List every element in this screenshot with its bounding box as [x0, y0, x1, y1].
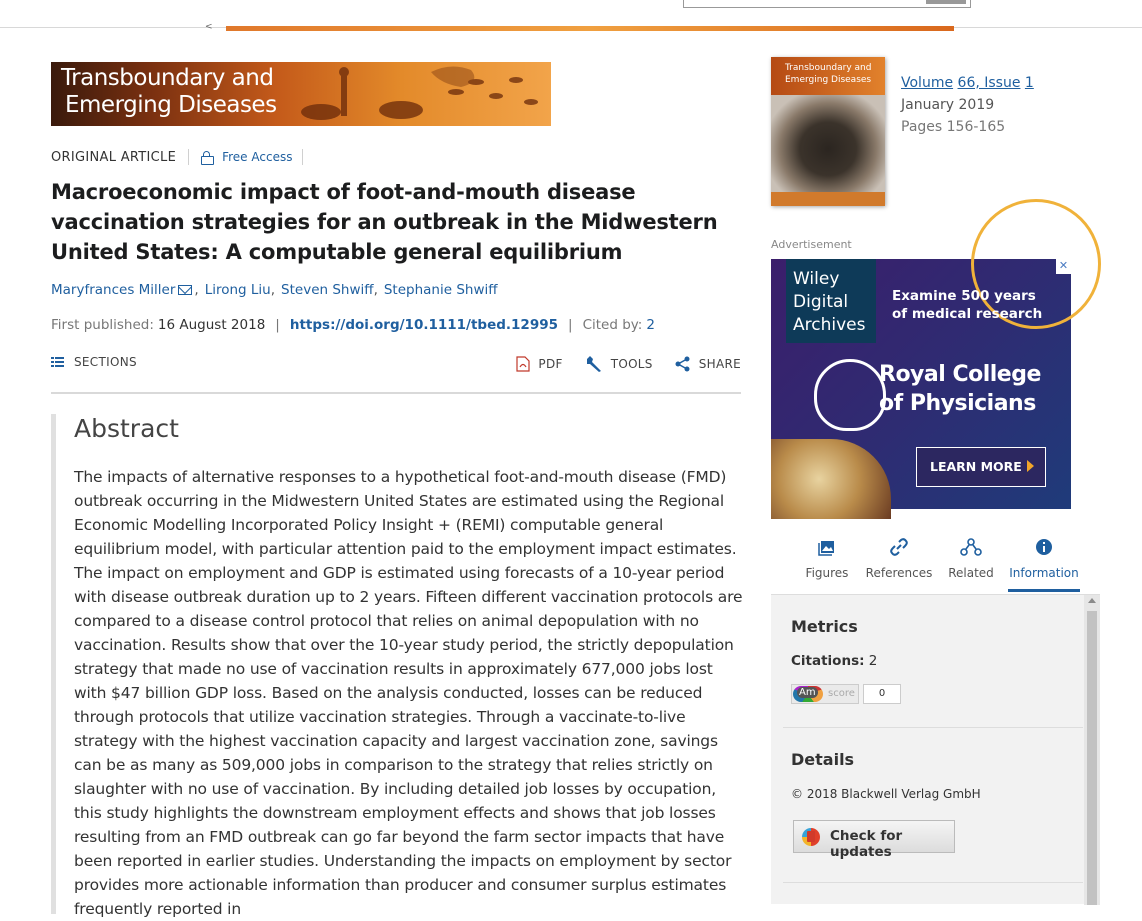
meta-separator [188, 149, 189, 165]
tab-label: Related [948, 566, 994, 580]
cited-by-count[interactable]: 2 [646, 317, 655, 333]
journal-banner[interactable] [51, 62, 551, 126]
article-toolbar [51, 353, 741, 375]
first-published-label: First published: [51, 317, 154, 333]
article-title: Macroeconomic impact of foot‐and‐mouth disease vaccination strategies for an outbreak in the Midwestern United States: A computable general equilibrium [51, 180, 718, 264]
tab-label: Figures [805, 566, 849, 580]
ad-wiley-line: Digital [793, 292, 849, 312]
scrollbar-thumb[interactable] [1087, 611, 1097, 905]
tab-references[interactable] [864, 532, 934, 592]
share-button[interactable] [675, 356, 741, 372]
panel-divider [783, 882, 1083, 883]
banner-animals-illustration [281, 62, 551, 126]
altmetric-score-label: score [828, 688, 855, 699]
abstract-text: The impacts of alternative responses to a hypothetical foot‐and‐mouth disease (FMD) outbreak occurring in the Midwestern United States are estimated using the Regional Economic Modelling Incorporated Policy Insight + (REMI) computable general equilibrium model, with particular attention paid to the employment impact estimates. The impact on employment and GDP is estimated using forecasts of a 10‐year period with disease outbreak duration up to 2 years. Fifteen different vaccination protocols are compared to a disease control protocol that relies on animal depopulation with no vaccination. Results show that over the 10‐year study period, the strictly depopulation strategy that made no use of vaccination results in approximately 677,000 jobs lost with $47 billion GDP loss. Based on the analysis conducted, losses can be reduced through protocols that utilize vaccination strategies. Through a vaccinate‐to‐live strategy with the highest vaccination capacity and largest vaccination zone, savings can be as many as 509,000 jobs in comparison to the strategy that relies strictly on slaughter with no use of vaccination. By including detailed job losses by occupation, this study highlights the downstream employment effects and shows that job losses resulting from an FMD outbreak can go far beyond the farm sector impacts that have been reported in earlier studies. Understanding the impacts on employment by sector provides more actionable information than producer and consumer surplus estimates frequently reported in [74, 468, 743, 918]
ad-close-icon[interactable]: ✕ [1056, 259, 1071, 274]
unlock-icon [201, 151, 212, 163]
author-list [51, 282, 498, 298]
tools-button[interactable] [585, 355, 653, 373]
author-separator: , [373, 282, 378, 298]
publication-info [51, 317, 655, 333]
learn-more-button[interactable] [916, 447, 1046, 487]
free-access-label: Free Access [222, 150, 293, 164]
ad-wiley-text [793, 268, 865, 337]
crossmark-icon [802, 828, 820, 846]
tab-related[interactable] [941, 532, 1001, 592]
info-icon [1035, 538, 1053, 556]
tab-label: References [865, 566, 933, 580]
author-link[interactable]: Stephanie Shwiff [383, 282, 498, 298]
volume-issue-link[interactable]: 66, Issue [957, 75, 1021, 91]
cover-title-line1: Transboundary and [785, 63, 872, 73]
author-link[interactable]: Lirong Liu [204, 282, 271, 298]
arrow-right-icon [1027, 460, 1034, 472]
cover-title-line2: Emerging Diseases [785, 75, 872, 85]
abstract-section [51, 414, 743, 918]
details-heading: Details [791, 750, 855, 769]
journal-name-line1: Transboundary and [61, 65, 274, 91]
altmetric-score-value: 0 [863, 684, 901, 704]
ad-brand-line2: of Physicians [879, 391, 1036, 416]
cover-image [771, 95, 885, 193]
email-icon[interactable] [178, 285, 192, 295]
sections-button[interactable] [51, 355, 137, 369]
meta-separator [302, 149, 303, 165]
sections-label: SECTIONS [74, 355, 137, 369]
issue-cover[interactable] [771, 57, 885, 206]
pdf-label: PDF [538, 357, 563, 371]
altmetric-badge-text: Am [799, 687, 816, 698]
author-link[interactable]: Steven Shwiff [281, 282, 374, 298]
search-button[interactable] [926, 0, 966, 4]
image-icon [818, 538, 836, 556]
info-separator: | [275, 317, 280, 333]
header-divider-mark: < [205, 22, 213, 32]
ad-wiley-line: Wiley [793, 269, 840, 289]
altmetric-badge[interactable] [791, 684, 859, 704]
author-link[interactable]: Maryfrances Miller [51, 282, 176, 298]
header-accent-strip [226, 26, 954, 31]
article-meta-row [51, 149, 303, 165]
advertisement-banner[interactable] [771, 259, 1071, 509]
ad-wiley-line: Archives [793, 315, 866, 335]
citations-count[interactable]: 2 [868, 653, 878, 669]
scroll-up-arrow-icon[interactable] [1088, 598, 1096, 603]
panel-divider [783, 727, 1083, 728]
learn-more-label: LEARN MORE [930, 459, 1022, 474]
issue-info [901, 72, 1034, 138]
share-label: SHARE [698, 357, 741, 371]
ad-manuscript-image [771, 439, 891, 519]
sidebar-tabs [771, 532, 1081, 592]
doi-link[interactable]: https://doi.org/10.1111/tbed.12995 [289, 317, 559, 333]
citations-row [791, 653, 877, 669]
metrics-heading: Metrics [791, 617, 858, 636]
copyright-text: © 2018 Blackwell Verlag GmbH [791, 787, 981, 801]
free-access-badge [201, 150, 292, 164]
panel-scrollbar[interactable] [1084, 595, 1100, 905]
author-separator: , [270, 282, 276, 298]
ad-brand-line1: Royal College [879, 362, 1041, 387]
abstract-heading: Abstract [74, 414, 179, 443]
citations-label: Citations: [791, 653, 865, 669]
tab-figures[interactable] [793, 532, 861, 592]
list-icon [51, 357, 64, 368]
info-separator: | [568, 317, 573, 333]
tab-label: Information [1009, 566, 1079, 580]
journal-name-line2: Emerging Diseases [65, 92, 277, 118]
share-icon [675, 356, 691, 372]
pdf-icon [516, 356, 530, 372]
altmetric-donut-icon [793, 686, 823, 702]
search-input[interactable] [683, 0, 971, 8]
advertisement-label: Advertisement [771, 238, 852, 251]
link-icon [889, 538, 909, 556]
tools-label: TOOLS [610, 357, 653, 371]
volume-link[interactable]: Volume [901, 75, 954, 91]
issue-date: January 2019 [901, 97, 995, 113]
first-published-date: 16 August 2018 [157, 317, 266, 333]
site-header [0, 0, 1142, 32]
issue-pages: Pages 156-165 [901, 119, 1006, 135]
related-icon [960, 538, 982, 556]
pdf-button[interactable] [516, 356, 562, 372]
issue-number-link[interactable]: 1 [1024, 75, 1034, 91]
cover-footer [771, 192, 885, 206]
toolbar-divider [51, 392, 741, 394]
rcp-crest-logo [814, 359, 886, 431]
article-type: ORIGINAL ARTICLE [51, 149, 177, 165]
ad-headline: Examine 500 years of medical research [892, 288, 1043, 322]
cited-by-label: Cited by: [582, 317, 643, 333]
information-panel [771, 594, 1100, 904]
check-for-updates-button[interactable] [793, 820, 955, 860]
author-separator: , [194, 282, 199, 298]
wrench-icon [585, 355, 603, 373]
tab-information[interactable] [1008, 532, 1080, 592]
toolbar-actions [494, 355, 741, 373]
check-for-updates-label: Check for updates [830, 828, 903, 860]
